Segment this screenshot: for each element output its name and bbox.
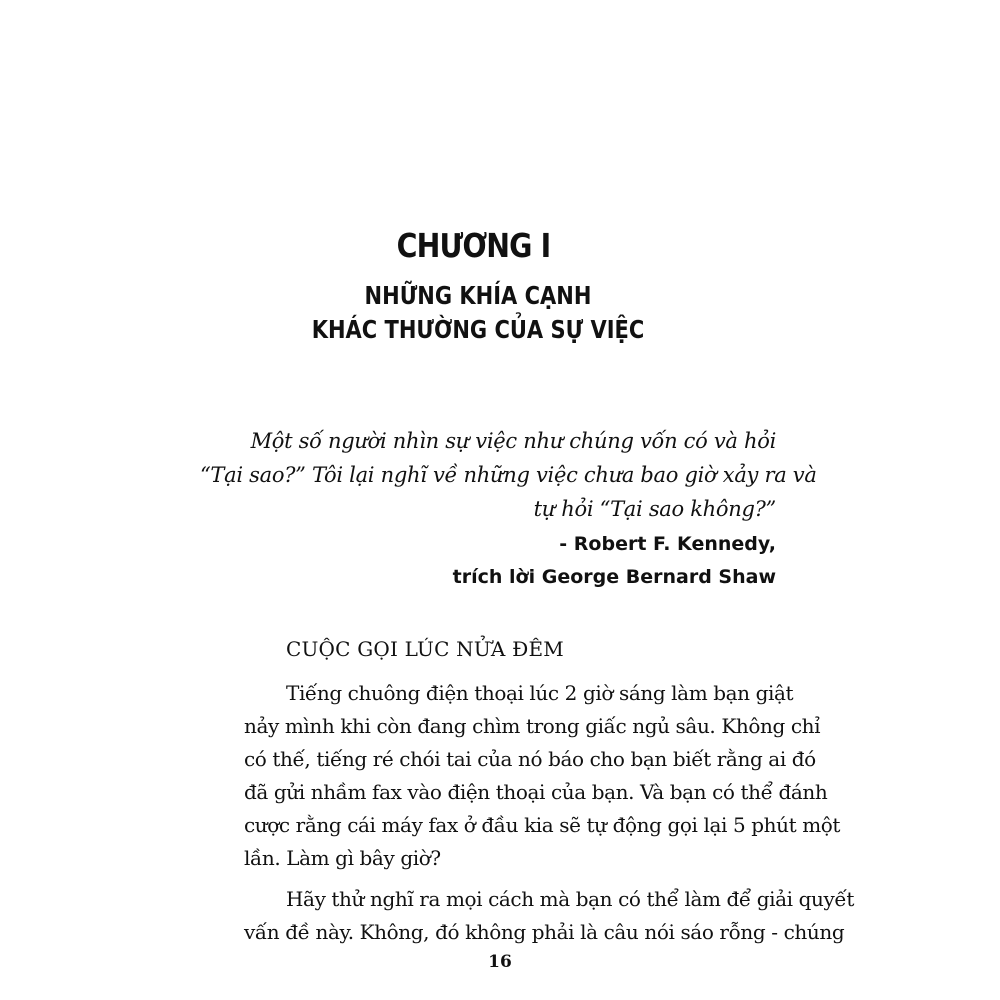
epigraph-line: tự hỏi “Tại sao không?”: [533, 497, 776, 521]
chapter-subtitle: [83, 279, 873, 347]
paragraph-line: Tiếng chuông điện thoại lúc 2 giờ sáng làm bạn giật: [286, 681, 794, 705]
chapter-title: CHƯƠNG I: [396, 226, 551, 265]
epigraph-quote: [200, 424, 817, 526]
paragraph-line: có thế, tiếng ré chói tai của nó báo cho bạn biết rằng ai đó: [244, 747, 816, 771]
chapter-subtitle-line: NHỮNG KHÍA CẠNH: [364, 281, 592, 310]
attribution-line: trích lời George Bernard Shaw: [452, 566, 776, 588]
attribution-line: - Robert F. Kennedy,: [559, 533, 776, 555]
paragraph-line: đã gửi nhầm fax vào điện thoại của bạn. Và bạn có thể đánh: [244, 780, 828, 804]
paragraph-line: cược rằng cái máy fax ở đầu kia sẽ tự động gọi lại 5 phút một: [244, 813, 841, 837]
paragraph-line: lần. Làm gì bây giờ?: [244, 846, 441, 870]
paragraph-line: nảy mình khi còn đang chìm trong giấc ngủ sâu. Không chỉ: [244, 714, 821, 738]
body-text: [244, 677, 854, 949]
paragraph-line: vấn đề này. Không, đó không phải là câu nói sáo rỗng - chúng: [244, 920, 845, 944]
page-number: 16: [488, 952, 512, 972]
epigraph-attribution: [300, 528, 776, 594]
chapter-subtitle-line: KHÁC THƯỜNG CỦA SỰ VIỆC: [311, 315, 645, 344]
paragraph: [244, 883, 854, 949]
paragraph: [244, 677, 841, 875]
section-heading: CUỘC GỌI LÚC NỬA ĐÊM: [286, 637, 564, 661]
epigraph-line: Một số người nhìn sự việc như chúng vốn có và hỏi: [250, 429, 776, 453]
epigraph-line: “Tại sao?” Tôi lại nghĩ về những việc chưa bao giờ xảy ra và: [200, 463, 817, 487]
paragraph-line: Hãy thử nghĩ ra mọi cách mà bạn có thể làm để giải quyết: [286, 887, 854, 911]
